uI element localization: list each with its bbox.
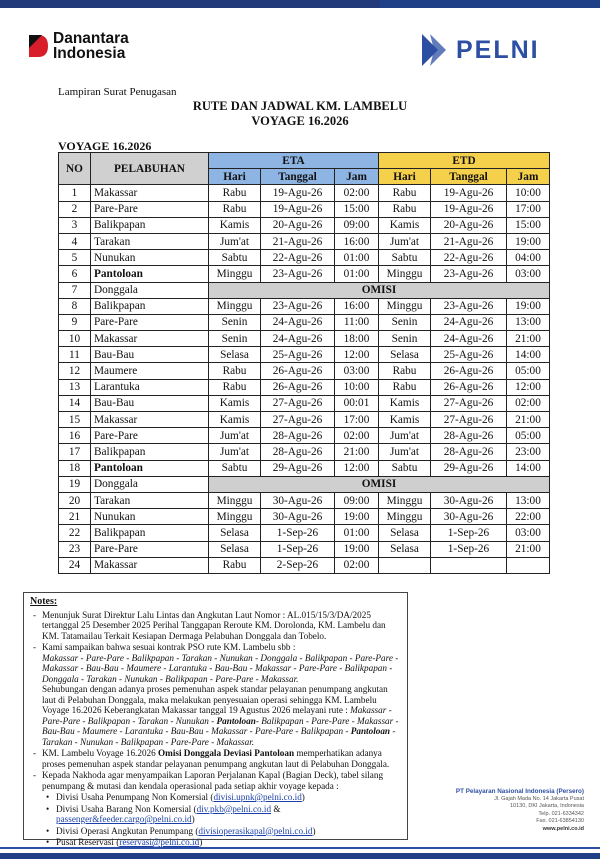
eta-hari: Rabu	[209, 201, 261, 217]
voyage-label: VOYAGE 16.2026	[58, 139, 152, 153]
table-row	[59, 460, 550, 476]
note-3-bold: Omisi Donggala Deviasi Pantoloan	[158, 748, 295, 758]
contact-label: Divisi Usaha Barang Non Komersial (	[56, 803, 197, 814]
etd-jam: 21:00	[507, 412, 550, 428]
table-row	[59, 379, 550, 395]
row-port: Bau-Bau	[91, 347, 209, 363]
eta-tanggal: 23-Agu-26	[261, 266, 335, 282]
eta-tanggal: 1-Sep-26	[261, 525, 335, 541]
row-port: Makassar	[91, 331, 209, 347]
etd-jam: 05:00	[507, 363, 550, 379]
eta-tanggal: 1-Sep-26	[261, 541, 335, 557]
eta-tanggal: 23-Agu-26	[261, 298, 335, 314]
row-port: Makassar	[91, 185, 209, 201]
eta-tanggal-header: Tanggal	[261, 169, 335, 185]
eta-tanggal: 24-Agu-26	[261, 314, 335, 330]
eta-hari-header: Hari	[209, 169, 261, 185]
row-no: 6	[59, 266, 91, 282]
row-no: 15	[59, 412, 91, 428]
row-no: 13	[59, 379, 91, 395]
eta-jam-header: Jam	[335, 169, 379, 185]
contact-list	[42, 792, 401, 848]
email-link[interactable]: divisi.upnk@pelni.co.id	[213, 792, 302, 802]
row-port: Balikpapan	[91, 525, 209, 541]
etd-hari: Jum'at	[379, 444, 431, 460]
eta-jam: 02:00	[335, 428, 379, 444]
eta-hari: Selasa	[209, 525, 261, 541]
row-port: Balikpapan	[91, 217, 209, 233]
eta-tanggal: 28-Agu-26	[261, 444, 335, 460]
row-no: 17	[59, 444, 91, 460]
etd-jam: 21:00	[507, 331, 550, 347]
note-route-part: - Balikpapan - Pare-Pare - Makassar - Bau-Bau - Maumere - Larantuka - Bau-Bau - Makassar - Pare-Pare - Balikpapan -	[42, 715, 399, 736]
row-port: Bau-Bau	[91, 395, 209, 411]
eta-tanggal: 25-Agu-26	[261, 347, 335, 363]
doc-title: RUTE DAN JADWAL KM. LAMBELU	[192, 99, 408, 113]
table-row	[59, 233, 550, 249]
etd-tanggal: 25-Agu-26	[431, 347, 507, 363]
schedule-body	[59, 185, 550, 574]
danantara-line1: Danantara	[53, 30, 129, 47]
etd-tanggal: 23-Agu-26	[431, 298, 507, 314]
eta-tanggal: 27-Agu-26	[261, 412, 335, 428]
eta-tanggal: 24-Agu-26	[261, 331, 335, 347]
danantara-line2: Indonesia	[53, 45, 126, 62]
etd-jam: 13:00	[507, 314, 550, 330]
col-port-header: PELABUHAN	[91, 153, 209, 185]
note-2-intro: Kami sampaikan bahwa sesuai kontrak PSO rute KM. Lambelu sbb :	[42, 642, 296, 652]
etd-hari: Minggu	[379, 509, 431, 525]
contact-end: )	[199, 837, 203, 847]
row-port: Donggala	[91, 476, 209, 492]
note-4-text: Kepada Nakhoda agar menyampaikan Laporan Perjalanan Kapal (Bagian Deck), tabel silang penumpang & mutasi dan kendala operasional pada setiap akhir voyage kepada :	[42, 770, 384, 791]
eta-hari: Minggu	[209, 298, 261, 314]
row-no: 22	[59, 525, 91, 541]
etd-jam: 10:00	[507, 185, 550, 201]
eta-hari: Kamis	[209, 395, 261, 411]
eta-jam: 16:00	[335, 298, 379, 314]
row-no: 12	[59, 363, 91, 379]
row-port: Pare-Pare	[91, 428, 209, 444]
table-row	[59, 217, 550, 233]
etd-tanggal: 24-Agu-26	[431, 331, 507, 347]
etd-tanggal: 27-Agu-26	[431, 412, 507, 428]
row-no: 11	[59, 347, 91, 363]
table-row	[59, 282, 550, 298]
table-row	[59, 476, 550, 492]
eta-tanggal: 29-Agu-26	[261, 460, 335, 476]
row-no: 20	[59, 492, 91, 508]
contact-item	[56, 837, 401, 848]
eta-hari: Sabtu	[209, 250, 261, 266]
table-row	[59, 298, 550, 314]
row-no: 1	[59, 185, 91, 201]
note-route-bold: Pantoloan	[216, 715, 256, 726]
contact-item	[56, 792, 401, 803]
etd-hari: Sabtu	[379, 460, 431, 476]
etd-hari: Sabtu	[379, 250, 431, 266]
row-no: 10	[59, 331, 91, 347]
eta-jam: 19:00	[335, 541, 379, 557]
eta-tanggal: 19-Agu-26	[261, 185, 335, 201]
top-brand-bar	[0, 0, 600, 8]
row-no: 3	[59, 217, 91, 233]
eta-jam: 09:00	[335, 217, 379, 233]
eta-tanggal: 26-Agu-26	[261, 379, 335, 395]
eta-hari: Minggu	[209, 266, 261, 282]
row-no: 9	[59, 314, 91, 330]
company-address	[424, 788, 584, 833]
eta-hari: Minggu	[209, 492, 261, 508]
eta-tanggal: 27-Agu-26	[261, 395, 335, 411]
etd-tanggal-header: Tanggal	[431, 169, 507, 185]
eta-hari: Minggu	[209, 509, 261, 525]
etd-hari: Senin	[379, 314, 431, 330]
etd-hari: Kamis	[379, 217, 431, 233]
row-no: 2	[59, 201, 91, 217]
eta-tanggal: 20-Agu-26	[261, 217, 335, 233]
eta-tanggal: 2-Sep-26	[261, 557, 335, 573]
table-row	[59, 266, 550, 282]
note-2-adjustment: Sehubungan dengan adanya proses pemenuhan aspek standar pelayanan penumpang angkutan laut di Pelabuhan Donggala, maka melakukan penyesuaian operasi sehingga KM. Lambelu Voyage 16.2026 Keberangkatan Makassar tanggal 19 Agustus 2026 melayani rute :	[42, 684, 388, 715]
row-port: Nunukan	[91, 250, 209, 266]
notes-list	[30, 610, 401, 848]
row-no: 5	[59, 250, 91, 266]
notes-box	[23, 592, 408, 847]
eta-jam: 18:00	[335, 331, 379, 347]
row-port: Maumere	[91, 363, 209, 379]
etd-hari: Rabu	[379, 379, 431, 395]
col-no-header: NO	[59, 153, 91, 185]
etd-hari: Selasa	[379, 525, 431, 541]
notes-title: Notes:	[30, 596, 58, 607]
table-row	[59, 444, 550, 460]
contact-item	[56, 826, 401, 837]
eta-tanggal: 30-Agu-26	[261, 509, 335, 525]
row-no: 16	[59, 428, 91, 444]
eta-jam: 12:00	[335, 460, 379, 476]
table-row	[59, 509, 550, 525]
row-no: 19	[59, 476, 91, 492]
note-item	[42, 748, 401, 769]
eta-jam: 10:00	[335, 379, 379, 395]
etd-jam: 13:00	[507, 492, 550, 508]
eta-tanggal: 26-Agu-26	[261, 363, 335, 379]
note-route-bold: Pantoloan	[350, 726, 391, 736]
row-port: Balikpapan	[91, 298, 209, 314]
etd-jam: 23:00	[507, 444, 550, 460]
note-3-part: memperhatikan adanya proses pemenuhan aspek standar pelayanan penumpang angkutan laut di Pelabuhan Donggala.	[42, 748, 390, 769]
table-row	[59, 557, 550, 573]
contact-label: Pusat Reservasi (	[56, 837, 120, 847]
etd-tanggal: 26-Agu-26	[431, 363, 507, 379]
etd-jam: 12:00	[507, 379, 550, 395]
omisi-cell: OMISI	[209, 282, 550, 298]
contact-end: )	[191, 814, 195, 824]
email-link[interactable]: div.pkb@pelni.co.id	[196, 803, 272, 814]
eta-jam: 09:00	[335, 492, 379, 508]
eta-hari: Jum'at	[209, 233, 261, 249]
etd-jam: 21:00	[507, 541, 550, 557]
etd-hari: Minggu	[379, 298, 431, 314]
bottom-brand-bar	[0, 847, 600, 861]
contact-end: )	[312, 825, 316, 836]
etd-tanggal: 29-Agu-26	[431, 460, 507, 476]
table-row	[59, 363, 550, 379]
eta-hari: Jum'at	[209, 444, 261, 460]
etd-hari: Kamis	[379, 412, 431, 428]
etd-tanggal: 28-Agu-26	[431, 428, 507, 444]
eta-hari: Selasa	[209, 347, 261, 363]
etd-tanggal: 26-Agu-26	[431, 379, 507, 395]
company-tel: Telp. 021-6334342	[538, 810, 584, 817]
etd-jam: 22:00	[507, 509, 550, 525]
etd-jam: 04:00	[507, 250, 550, 266]
eta-jam: 01:00	[335, 266, 379, 282]
table-row	[59, 412, 550, 428]
eta-jam: 02:00	[335, 185, 379, 201]
etd-jam: 05:00	[507, 428, 550, 444]
eta-tanggal: 28-Agu-26	[261, 428, 335, 444]
row-port: Nunukan	[91, 509, 209, 525]
row-no: 24	[59, 557, 91, 573]
row-no: 18	[59, 460, 91, 476]
row-port: Pare-Pare	[91, 314, 209, 330]
eta-jam: 12:00	[335, 347, 379, 363]
etd-hari: Jum'at	[379, 428, 431, 444]
etd-tanggal: 28-Agu-26	[431, 444, 507, 460]
etd-jam: 14:00	[507, 347, 550, 363]
eta-tanggal: 22-Agu-26	[261, 250, 335, 266]
eta-jam: 01:00	[335, 250, 379, 266]
etd-tanggal: 1-Sep-26	[431, 525, 507, 541]
contact-item	[56, 804, 401, 825]
eta-jam: 17:00	[335, 412, 379, 428]
pelni-wordmark: PELNI	[456, 35, 540, 64]
eta-jam: 01:00	[335, 525, 379, 541]
row-no: 8	[59, 298, 91, 314]
eta-hari: Selasa	[209, 541, 261, 557]
danantara-logo	[27, 31, 129, 61]
table-row	[59, 492, 550, 508]
etd-tanggal: 24-Agu-26	[431, 314, 507, 330]
etd-tanggal: 23-Agu-26	[431, 266, 507, 282]
note-3-part: KM. Lambelu Voyage 16.2026	[42, 748, 159, 758]
company-addr2: 10130, DKI Jakarta, Indonesia	[510, 803, 584, 809]
eta-hari: Jum'at	[209, 428, 261, 444]
row-port: Pare-Pare	[91, 541, 209, 557]
etd-jam: 03:00	[507, 525, 550, 541]
etd-tanggal: 1-Sep-26	[431, 541, 507, 557]
company-fax: Fax. 021-63854130	[536, 818, 584, 824]
eta-hari: Rabu	[209, 379, 261, 395]
row-no: 14	[59, 395, 91, 411]
etd-hari: Selasa	[379, 347, 431, 363]
note-2-route-contract: Makassar - Pare-Pare - Balikpapan - Tarakan - Nunukan - Donggala - Balikpapan - Pare-Pare - Makassar - Bau-Bau - Maumere - Larantuka - Bau-Bau - Makassar - Pare-Pare - Balikpapan - Donggala - Tarakan - Nunukan - Balikpapan - Pare-Pare - Makassar.	[42, 652, 399, 684]
etd-tanggal: 30-Agu-26	[431, 509, 507, 525]
etd-tanggal: 22-Agu-26	[431, 250, 507, 266]
row-no: 4	[59, 233, 91, 249]
table-row	[59, 347, 550, 363]
email-link[interactable]: reservasi@pelni.co.id	[119, 837, 200, 847]
row-port: Balikpapan	[91, 444, 209, 460]
schedule-table	[58, 152, 550, 574]
eta-hari: Rabu	[209, 557, 261, 573]
table-row	[59, 201, 550, 217]
company-addr1: Jl. Gajah Mada No. 14 Jakarta Pusat	[494, 795, 584, 802]
etd-tanggal: 21-Agu-26	[431, 233, 507, 249]
etd-tanggal	[431, 557, 507, 573]
table-row	[59, 250, 550, 266]
etd-hari: Rabu	[379, 201, 431, 217]
etd-hari-header: Hari	[379, 169, 431, 185]
etd-jam: 02:00	[507, 395, 550, 411]
eta-tanggal: 30-Agu-26	[261, 492, 335, 508]
contact-label: Divisi Usaha Penumpang Non Komersial (	[56, 792, 214, 802]
note-route-part: - Tarakan - Nunukan - Balikpapan - Pare-Pare - Makassar.	[42, 726, 396, 747]
etd-jam: 17:00	[507, 201, 550, 217]
eta-jam: 02:00	[335, 557, 379, 573]
row-no: 7	[59, 282, 91, 298]
etd-jam: 19:00	[507, 298, 550, 314]
etd-hari	[379, 557, 431, 573]
etd-hari: Minggu	[379, 266, 431, 282]
eta-jam: 19:00	[335, 509, 379, 525]
eta-hari: Kamis	[209, 217, 261, 233]
row-port: Tarakan	[91, 492, 209, 508]
eta-tanggal: 19-Agu-26	[261, 201, 335, 217]
row-port: Makassar	[91, 557, 209, 573]
etd-jam-header: Jam	[507, 169, 550, 185]
contact-mid: &	[271, 803, 281, 814]
danantara-mark-icon	[27, 33, 49, 59]
note-item	[42, 770, 401, 848]
row-no: 21	[59, 509, 91, 525]
etd-jam	[507, 557, 550, 573]
contact-end: )	[301, 792, 305, 802]
row-port: Pare-Pare	[91, 201, 209, 217]
omisi-cell: OMISI	[209, 476, 550, 492]
row-no: 23	[59, 541, 91, 557]
etd-hari: Kamis	[379, 395, 431, 411]
note-1-text: Menunjuk Surat Direktur Lalu Lintas dan Angkutan Laut Nomor : AL.015/15/3/DA/2025 tertanggal 25 Desember 2025 Perihal Tanggapan Reroute KM. Dorolonda, KM. Lambelu dan KM. Tatamailau Terkait Kesiapan Dermaga Pelabuhan Donggala dan Tobelo.	[42, 609, 386, 641]
etd-jam: 19:00	[507, 233, 550, 249]
etd-hari: Minggu	[379, 492, 431, 508]
eta-jam: 03:00	[335, 363, 379, 379]
table-row	[59, 525, 550, 541]
row-port: Larantuka	[91, 379, 209, 395]
row-port: Pantoloan	[91, 266, 209, 282]
eta-jam: 21:00	[335, 444, 379, 460]
etd-hari: Senin	[379, 331, 431, 347]
eta-header: ETA	[209, 153, 379, 169]
etd-jam: 03:00	[507, 266, 550, 282]
company-web: www.pelni.co.id	[542, 825, 584, 832]
lampiran-label: Lampiran Surat Penugasan	[58, 86, 177, 98]
row-port: Pantoloan	[91, 460, 209, 476]
email-link[interactable]: passenger&feeder.cargo@pelni.co.id	[56, 814, 192, 824]
table-row	[59, 331, 550, 347]
table-row	[59, 395, 550, 411]
row-port: Tarakan	[91, 233, 209, 249]
doc-subtitle: VOYAGE 16.2026	[251, 114, 349, 128]
eta-hari: Rabu	[209, 363, 261, 379]
eta-tanggal: 21-Agu-26	[261, 233, 335, 249]
etd-jam: 15:00	[507, 217, 550, 233]
etd-hari: Selasa	[379, 541, 431, 557]
eta-hari: Kamis	[209, 412, 261, 428]
etd-tanggal: 19-Agu-26	[431, 201, 507, 217]
eta-jam: 16:00	[335, 233, 379, 249]
table-row	[59, 185, 550, 201]
etd-hari: Jum'at	[379, 233, 431, 249]
etd-hari: Rabu	[379, 185, 431, 201]
company-name: PT Pelayaran Nasional Indonesia (Persero)	[455, 788, 584, 795]
eta-hari: Senin	[209, 314, 261, 330]
note-route-part: Makassar - Pare-Pare - Balikpapan - Tarakan - Nunukan -	[42, 705, 392, 726]
etd-tanggal: 20-Agu-26	[431, 217, 507, 233]
row-port: Donggala	[91, 282, 209, 298]
table-row	[59, 314, 550, 330]
eta-hari: Rabu	[209, 185, 261, 201]
contact-label: Divisi Operasi Angkutan Penumpang (	[56, 825, 199, 836]
eta-hari: Sabtu	[209, 460, 261, 476]
pelni-mark-icon	[420, 32, 448, 68]
note-item	[42, 610, 401, 642]
table-row	[59, 541, 550, 557]
etd-jam: 14:00	[507, 460, 550, 476]
etd-tanggal: 27-Agu-26	[431, 395, 507, 411]
note-item	[42, 642, 401, 747]
etd-header: ETD	[379, 153, 550, 169]
eta-jam: 11:00	[335, 314, 379, 330]
etd-tanggal: 19-Agu-26	[431, 185, 507, 201]
table-row	[59, 428, 550, 444]
row-port: Makassar	[91, 412, 209, 428]
etd-hari: Rabu	[379, 363, 431, 379]
email-link[interactable]: divisioperasikapal@pelni.co.id	[198, 825, 313, 836]
eta-jam: 00:01	[335, 395, 379, 411]
eta-hari: Senin	[209, 331, 261, 347]
pelni-logo	[420, 32, 540, 68]
etd-tanggal: 30-Agu-26	[431, 492, 507, 508]
eta-jam: 15:00	[335, 201, 379, 217]
